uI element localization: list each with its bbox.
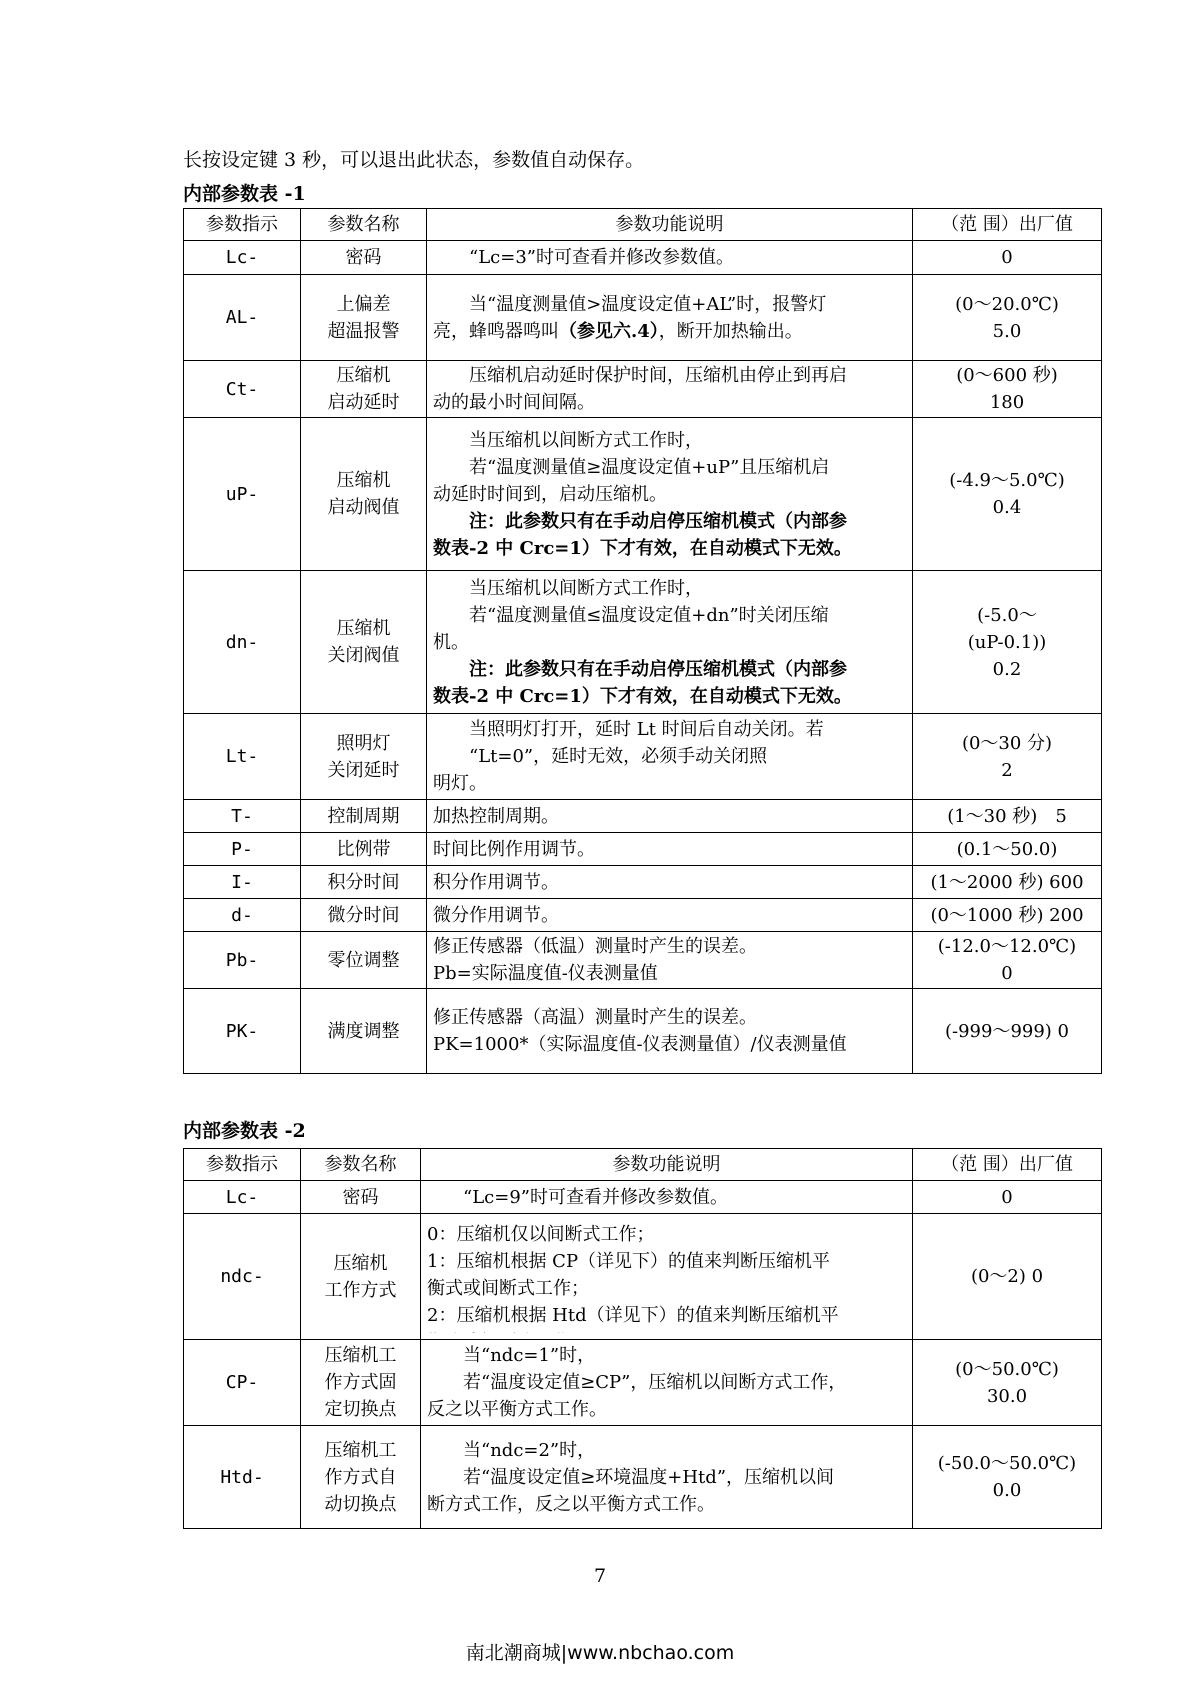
param-range: (-4.9～5.0℃) 0.4 [913,418,1102,571]
param-name: 控制周期 [301,800,427,833]
parameter-table-1 [183,208,1102,1074]
param-desc: “Lc=3”时可查看并修改参数值。 [427,241,913,275]
table-row [184,1214,1102,1340]
param-name: 满度调整 [301,989,427,1074]
param-desc: 0：压缩机仅以间断式工作； 1：压缩机根据 CP（详见下）的值来判断压缩机平 衡式或间断式工作； 2：压缩机根据 Htd（详见下）的值来判断压缩机平 [421,1214,913,1340]
param-name: 压缩机 启动延时 [301,361,427,418]
param-range: (0～30 分) 2 [913,714,1102,800]
param-range: 0 [913,1181,1102,1214]
param-desc: 压缩机启动延时保护时间，压缩机由停止到再启 动的最小时间间隔。 [427,361,913,418]
param-desc: 当压缩机以间断方式工作时， 若“温度测量值≥温度设定值+uP”且压缩机启 动延时时间到，启动压缩机。 注：此参数只有在手动启停压缩机模式（内部参 数表-2 中 Crc=1）下才有效，在自动模式下无效。 [427,418,913,571]
parameter-table-2 [183,1148,1102,1529]
param-code: I- [184,866,301,899]
param-desc: 当压缩机以间断方式工作时， 若“温度测量值≤温度设定值+dn”时关闭压缩 机。 注：此参数只有在手动启停压缩机模式（内部参 数表-2 中 Crc=1）下才有效，在自动模式下无效。 [427,571,913,714]
param-code: Lt- [184,714,301,800]
param-range: (1～2000 秒) 600 [913,866,1102,899]
param-name: 微分时间 [301,899,427,932]
table-row [184,989,1102,1074]
param-name: 密码 [301,1181,421,1214]
table-row [184,418,1102,571]
table-row [184,571,1102,714]
param-code: Lc- [184,1181,301,1214]
param-name: 上偏差 超温报警 [301,275,427,361]
param-range: 0 [913,241,1102,275]
table2-title: 内部参数表 -2 [183,1120,306,1142]
intro-text: 长按设定键 3 秒，可以退出此状态，参数值自动保存。 [183,149,645,171]
param-desc: 时间比例作用调节。 [427,833,913,866]
param-name: 比例带 [301,833,427,866]
header-range: （范 围）出厂值 [913,209,1102,241]
param-range: (0～1000 秒) 200 [913,899,1102,932]
param-range: (-50.0～50.0℃) 0.0 [913,1426,1102,1529]
param-desc: 修正传感器（高温）测量时产生的误差。 PK=1000*（实际温度值-仪表测量值）/仪表测量值 [427,989,913,1074]
table-row [184,241,1102,275]
param-name: 密码 [301,241,427,275]
table-row [184,899,1102,932]
page-number: 7 [593,1565,607,1587]
param-range: (-5.0～ (uP-0.1)) 0.2 [913,571,1102,714]
table-row [184,275,1102,361]
table-row [184,800,1102,833]
param-desc: 当“ndc=2”时， 若“温度设定值≥环境温度+Htd”，压缩机以间 断方式工作，反之以平衡方式工作。 [421,1426,913,1529]
param-code: AL- [184,275,301,361]
header-desc: 参数功能说明 [421,1149,913,1181]
param-name: 压缩机工 作方式自 动切换点 [301,1426,421,1529]
param-desc: 当“温度测量值>温度设定值+AL”时，报警灯 亮，蜂鸣器鸣叫（参见六.4），断开加热输出。 [427,275,913,361]
param-desc: 当“ndc=1”时， 若“温度设定值≥CP”，压缩机以间断方式工作， 反之以平衡方式工作。 [421,1340,913,1426]
table1-title: 内部参数表 -1 [183,183,306,205]
param-desc: 微分作用调节。 [427,899,913,932]
table-header-row [184,1149,1102,1181]
param-name: 压缩机 关闭阀值 [301,571,427,714]
param-code: dn- [184,571,301,714]
param-range: (0.1～50.0) [913,833,1102,866]
param-desc: 修正传感器（低温）测量时产生的误差。 Pb=实际温度值-仪表测量值 [427,932,913,989]
param-range: (-12.0～12.0℃) 0 [913,932,1102,989]
param-desc: 当照明灯打开，延时 Lt 时间后自动关闭。若 “Lt=0”，延时无效，必须手动关闭照 明灯。 [427,714,913,800]
header-range: （范 围）出厂值 [913,1149,1102,1181]
param-code: P- [184,833,301,866]
param-name: 压缩机 工作方式 [301,1214,421,1340]
param-code: Ct- [184,361,301,418]
param-name: 压缩机 启动阀值 [301,418,427,571]
param-desc: 加热控制周期。 [427,800,913,833]
param-range: (0～2) 0 [913,1214,1102,1340]
param-name: 积分时间 [301,866,427,899]
param-code: CP- [184,1340,301,1426]
header-code: 参数指示 [184,1149,301,1181]
param-name: 压缩机工 作方式固 定切换点 [301,1340,421,1426]
table-row [184,714,1102,800]
param-name: 照明灯 关闭延时 [301,714,427,800]
param-code: Lc- [184,241,301,275]
table-row [184,1426,1102,1529]
header-code: 参数指示 [184,209,301,241]
table-row [184,1181,1102,1214]
param-name: 零位调整 [301,932,427,989]
param-range: (0～50.0℃) 30.0 [913,1340,1102,1426]
param-code: PK- [184,989,301,1074]
param-desc: “Lc=9”时可查看并修改参数值。 [421,1181,913,1214]
table-row [184,866,1102,899]
footer-watermark: 南北潮商城|www.nbchao.com [465,1642,735,1664]
header-name: 参数名称 [301,1149,421,1181]
table-row [184,1340,1102,1426]
param-code: uP- [184,418,301,571]
param-code: d- [184,899,301,932]
param-code: Pb- [184,932,301,989]
param-desc: 积分作用调节。 [427,866,913,899]
param-range: (1～30 秒) 5 [913,800,1102,833]
table-header-row [184,209,1102,241]
header-desc: 参数功能说明 [427,209,913,241]
table-row [184,833,1102,866]
table-row [184,932,1102,989]
param-code: ndc- [184,1214,301,1340]
header-name: 参数名称 [301,209,427,241]
param-range: (-999～999) 0 [913,989,1102,1074]
table-row [184,361,1102,418]
param-code: T- [184,800,301,833]
param-range: (0～20.0℃) 5.0 [913,275,1102,361]
param-range: (0～600 秒) 180 [913,361,1102,418]
param-code: Htd- [184,1426,301,1529]
